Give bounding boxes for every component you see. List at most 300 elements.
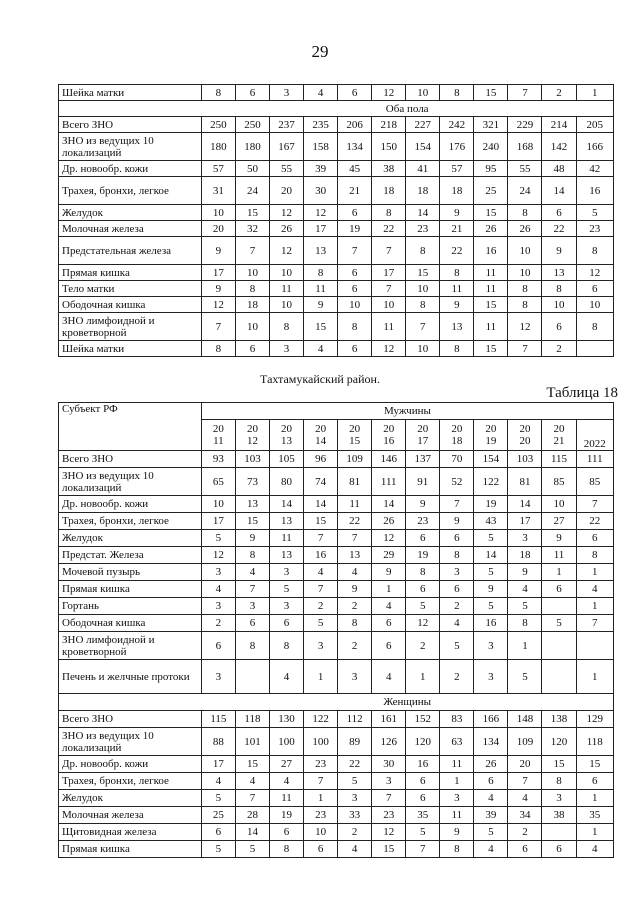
table-cell: 5 xyxy=(508,660,542,694)
table-row xyxy=(59,547,614,564)
year-header xyxy=(201,420,235,451)
table-cell: 5 xyxy=(201,530,235,547)
table-cell: 3 xyxy=(269,85,303,101)
table-cell: 237 xyxy=(269,117,303,133)
table-cell: 9 xyxy=(440,205,474,221)
table-cell: 55 xyxy=(269,161,303,177)
row-label: Шейка матки xyxy=(59,85,202,101)
table-row xyxy=(59,756,614,773)
table-cell: 8 xyxy=(576,237,613,265)
table-cell: 7 xyxy=(372,790,406,807)
year-bottom: 21 xyxy=(553,435,565,447)
row-label: Др. новообр. кожи xyxy=(59,756,202,773)
table-cell: 115 xyxy=(201,711,235,728)
table-cell: 129 xyxy=(576,711,613,728)
table-cell: 85 xyxy=(576,468,613,496)
row-label: Желудок xyxy=(59,205,202,221)
table-cell: 11 xyxy=(474,313,508,341)
table-row xyxy=(59,581,614,598)
year-header xyxy=(474,420,508,451)
table-cell: 218 xyxy=(372,117,406,133)
table-cell: 8 xyxy=(304,265,338,281)
table-cell: 20 xyxy=(269,177,303,205)
table-cell: 8 xyxy=(440,341,474,357)
table-cell: 16 xyxy=(304,547,338,564)
table-cell: 4 xyxy=(304,564,338,581)
table-cell: 11 xyxy=(440,281,474,297)
table-cell: 112 xyxy=(338,711,372,728)
table-cell: 154 xyxy=(474,451,508,468)
table-row xyxy=(59,598,614,615)
year-bottom: 12 xyxy=(246,435,258,447)
table-cell: 55 xyxy=(508,161,542,177)
table-cell: 8 xyxy=(269,313,303,341)
table-row xyxy=(59,237,614,265)
table-cell: 7 xyxy=(201,313,235,341)
table-cell: 15 xyxy=(474,85,508,101)
table-cell: 81 xyxy=(508,468,542,496)
table-cell: 14 xyxy=(372,496,406,513)
table-cell: 10 xyxy=(235,313,269,341)
table-cell: 229 xyxy=(508,117,542,133)
table-cell: 1 xyxy=(576,564,613,581)
table-cell: 38 xyxy=(372,161,406,177)
table-cell: 10 xyxy=(304,824,338,841)
year-top: 20 xyxy=(281,423,293,435)
table-row xyxy=(59,117,614,133)
table-cell: 6 xyxy=(372,615,406,632)
row-label: Молочная железа xyxy=(59,221,202,237)
table-cell: 6 xyxy=(338,205,372,221)
table-cell: 6 xyxy=(269,615,303,632)
year-bottom: 13 xyxy=(281,435,293,447)
table-cell: 33 xyxy=(338,807,372,824)
table-cell: 23 xyxy=(372,807,406,824)
table-row xyxy=(59,451,614,468)
table-cell: 180 xyxy=(201,133,235,161)
table-cell: 22 xyxy=(440,237,474,265)
table-cell: 6 xyxy=(269,824,303,841)
table-cell: 12 xyxy=(372,341,406,357)
row-label: Всего ЗНО xyxy=(59,451,202,468)
row-label: Трахея, бронхи, легкое xyxy=(59,177,202,205)
page-number: 29 xyxy=(311,42,329,61)
section-row xyxy=(59,694,614,711)
table-cell: 11 xyxy=(440,756,474,773)
table-cell: 3 xyxy=(338,790,372,807)
table-cell: 5 xyxy=(474,564,508,581)
table-cell: 25 xyxy=(474,177,508,205)
table-cell: 21 xyxy=(440,221,474,237)
table-cell: 2 xyxy=(542,85,576,101)
table-cell: 45 xyxy=(338,161,372,177)
table-cell: 11 xyxy=(372,313,406,341)
year-header xyxy=(576,420,613,451)
table-cell: 12 xyxy=(269,205,303,221)
year-header xyxy=(440,420,474,451)
table-cell: 4 xyxy=(508,790,542,807)
row-label: Молочная железа xyxy=(59,807,202,824)
table-cell: 167 xyxy=(269,133,303,161)
table-cell: 5 xyxy=(201,841,235,858)
table-cell: 10 xyxy=(508,265,542,281)
table-cell: 101 xyxy=(235,728,269,756)
table-cell: 214 xyxy=(542,117,576,133)
table-cell: 18 xyxy=(406,177,440,205)
subject-header: Субъект РФ xyxy=(59,403,202,451)
table-cell: 8 xyxy=(406,297,440,313)
row-label: Печень и желчные протоки xyxy=(59,660,202,694)
table-cell: 8 xyxy=(406,237,440,265)
table-cell: 20 xyxy=(508,756,542,773)
table-cell: 115 xyxy=(542,451,576,468)
year-top: 20 xyxy=(485,423,497,435)
table-cell xyxy=(542,824,576,841)
table-cell: 10 xyxy=(406,341,440,357)
table-cell: 50 xyxy=(235,161,269,177)
table-cell: 43 xyxy=(474,513,508,530)
table-cell: 10 xyxy=(235,265,269,281)
row-label: ЗНО из ведущих 10 локализаций xyxy=(59,468,202,496)
table-cell: 7 xyxy=(508,85,542,101)
table-cell: 4 xyxy=(269,773,303,790)
table-cell xyxy=(576,632,613,660)
table-cell: 95 xyxy=(474,161,508,177)
table-cell: 4 xyxy=(304,85,338,101)
table-cell: 1 xyxy=(372,581,406,598)
table-cell: 21 xyxy=(338,177,372,205)
table-cell: 19 xyxy=(474,496,508,513)
table-cell: 152 xyxy=(406,711,440,728)
table-cell: 8 xyxy=(508,281,542,297)
table-row xyxy=(59,807,614,824)
table-cell: 7 xyxy=(406,841,440,858)
table-cell: 35 xyxy=(406,807,440,824)
header-row xyxy=(59,403,614,420)
table-cell: 18 xyxy=(235,297,269,313)
table-cell: 3 xyxy=(372,773,406,790)
table-cell: 6 xyxy=(372,632,406,660)
table-cell: 1 xyxy=(508,632,542,660)
table-cell: 10 xyxy=(201,205,235,221)
year-top: 20 xyxy=(246,423,258,435)
table-cell: 103 xyxy=(235,451,269,468)
table-cell: 6 xyxy=(338,85,372,101)
table-cell: 5 xyxy=(406,824,440,841)
table-cell: 19 xyxy=(338,221,372,237)
table-cell: 6 xyxy=(542,841,576,858)
table-cell: 2 xyxy=(508,824,542,841)
table-cell: 25 xyxy=(201,807,235,824)
table-cell: 15 xyxy=(474,341,508,357)
table-cell: 23 xyxy=(406,513,440,530)
table-cell: 7 xyxy=(304,530,338,547)
table-cell: 8 xyxy=(440,85,474,101)
table-cell xyxy=(542,632,576,660)
table-cell: 100 xyxy=(269,728,303,756)
table-cell: 109 xyxy=(508,728,542,756)
table-cell: 4 xyxy=(201,581,235,598)
table-cell: 9 xyxy=(338,581,372,598)
table-cell: 39 xyxy=(304,161,338,177)
table-cell: 8 xyxy=(542,281,576,297)
year-header xyxy=(542,420,576,451)
men-header: Мужчины xyxy=(201,403,613,420)
table-cell: 85 xyxy=(542,468,576,496)
section-spacer xyxy=(59,101,202,117)
table-cell: 9 xyxy=(406,496,440,513)
table-cell: 11 xyxy=(304,281,338,297)
table-cell: 4 xyxy=(372,598,406,615)
table-cell: 8 xyxy=(542,773,576,790)
table-row xyxy=(59,161,614,177)
table-cell: 52 xyxy=(440,468,474,496)
table-cell: 3 xyxy=(440,564,474,581)
table-cell: 9 xyxy=(440,297,474,313)
table-cell: 19 xyxy=(269,807,303,824)
year-top: 20 xyxy=(417,423,429,435)
table-cell: 158 xyxy=(304,133,338,161)
table-cell: 70 xyxy=(440,451,474,468)
table-cell: 15 xyxy=(235,756,269,773)
table-cell: 1 xyxy=(440,773,474,790)
table-row xyxy=(59,341,614,357)
table-cell: 6 xyxy=(406,530,440,547)
row-label: Всего ЗНО xyxy=(59,711,202,728)
table-cell: 15 xyxy=(474,297,508,313)
table-cell: 9 xyxy=(201,237,235,265)
table-cell: 4 xyxy=(201,773,235,790)
table-cell: 10 xyxy=(542,297,576,313)
year-top: 20 xyxy=(315,423,327,435)
table-cell: 1 xyxy=(576,824,613,841)
row-label: Желудок xyxy=(59,530,202,547)
table-cell xyxy=(542,660,576,694)
table-cell: 120 xyxy=(542,728,576,756)
table-cell: 6 xyxy=(201,824,235,841)
table-cell: 22 xyxy=(542,221,576,237)
table-cell: 5 xyxy=(576,205,613,221)
table-cell: 27 xyxy=(542,513,576,530)
table-cell: 13 xyxy=(440,313,474,341)
table-cell: 205 xyxy=(576,117,613,133)
table-cell: 227 xyxy=(406,117,440,133)
table-cell: 11 xyxy=(338,496,372,513)
table-cell: 15 xyxy=(542,756,576,773)
year-bottom: 20 xyxy=(519,435,531,447)
table-cell: 8 xyxy=(576,313,613,341)
table-cell: 35 xyxy=(576,807,613,824)
table-cell: 12 xyxy=(372,824,406,841)
table-cell: 8 xyxy=(508,297,542,313)
table-cell: 6 xyxy=(406,790,440,807)
table-row xyxy=(59,265,614,281)
table-cell: 81 xyxy=(338,468,372,496)
table-cell: 6 xyxy=(576,530,613,547)
table-cell: 6 xyxy=(406,581,440,598)
table-cell: 13 xyxy=(235,496,269,513)
table-cell: 15 xyxy=(235,205,269,221)
table-cell: 15 xyxy=(235,513,269,530)
table-row xyxy=(59,513,614,530)
table-cell: 18 xyxy=(508,547,542,564)
table-cell: 14 xyxy=(508,496,542,513)
year-header xyxy=(372,420,406,451)
table-cell: 9 xyxy=(440,824,474,841)
table-cell: 1 xyxy=(576,598,613,615)
table-cell: 8 xyxy=(508,205,542,221)
table-row xyxy=(59,615,614,632)
year-top: 20 xyxy=(553,423,565,435)
table-cell: 176 xyxy=(440,133,474,161)
table-cell: 10 xyxy=(406,281,440,297)
table-cell: 10 xyxy=(269,297,303,313)
table-cell: 12 xyxy=(201,547,235,564)
table-cell: 161 xyxy=(372,711,406,728)
table-cell: 7 xyxy=(338,530,372,547)
row-label: Тело матки xyxy=(59,281,202,297)
table-cell: 8 xyxy=(338,313,372,341)
table-cell: 23 xyxy=(576,221,613,237)
table-cell: 39 xyxy=(474,807,508,824)
table-cell: 15 xyxy=(474,205,508,221)
year-header xyxy=(338,420,372,451)
table-cell: 4 xyxy=(474,790,508,807)
year-bottom: 16 xyxy=(383,435,395,447)
table-label: Таблица 18 xyxy=(546,385,618,401)
table-cell: 42 xyxy=(576,161,613,177)
table-cell: 4 xyxy=(576,841,613,858)
table-cell: 6 xyxy=(474,773,508,790)
table-district xyxy=(58,402,614,858)
table-cell: 8 xyxy=(201,85,235,101)
table-cell: 14 xyxy=(542,177,576,205)
table-cell: 130 xyxy=(269,711,303,728)
table-cell: 6 xyxy=(304,841,338,858)
section-row xyxy=(59,101,614,117)
year-bottom: 14 xyxy=(315,435,327,447)
table-cell: 6 xyxy=(440,530,474,547)
table-cell: 8 xyxy=(269,632,303,660)
table-cell: 13 xyxy=(269,547,303,564)
table-cell: 8 xyxy=(440,841,474,858)
table-cell: 2 xyxy=(338,598,372,615)
table-cell: 17 xyxy=(201,756,235,773)
table-cell: 22 xyxy=(372,221,406,237)
table-cell: 30 xyxy=(304,177,338,205)
table-cell: 5 xyxy=(508,598,542,615)
table-row xyxy=(59,660,614,694)
table-cell: 12 xyxy=(201,297,235,313)
table-cell: 4 xyxy=(269,660,303,694)
table-cell: 10 xyxy=(508,237,542,265)
table-cell: 10 xyxy=(372,297,406,313)
table-cell: 6 xyxy=(542,205,576,221)
table-cell: 7 xyxy=(508,341,542,357)
table-cell: 11 xyxy=(269,790,303,807)
table-cell: 74 xyxy=(304,468,338,496)
table-row xyxy=(59,773,614,790)
table-cell: 100 xyxy=(304,728,338,756)
table-cell: 4 xyxy=(440,615,474,632)
table-cell: 32 xyxy=(235,221,269,237)
table-cell: 65 xyxy=(201,468,235,496)
table-cell: 14 xyxy=(474,547,508,564)
table-cell: 22 xyxy=(576,513,613,530)
table-cell: 242 xyxy=(440,117,474,133)
table-cell: 15 xyxy=(372,841,406,858)
table-cell: 3 xyxy=(269,341,303,357)
year-top: 20 xyxy=(451,423,463,435)
table-row xyxy=(59,728,614,756)
table-cell: 1 xyxy=(304,660,338,694)
table-cell: 105 xyxy=(269,451,303,468)
table-cell: 11 xyxy=(474,281,508,297)
table-cell: 6 xyxy=(235,341,269,357)
table-cell: 6 xyxy=(508,841,542,858)
table-cell: 8 xyxy=(372,205,406,221)
table-cell: 118 xyxy=(576,728,613,756)
table-cell: 38 xyxy=(542,807,576,824)
table-cell: 3 xyxy=(235,598,269,615)
table-cell: 3 xyxy=(338,660,372,694)
table-cell: 8 xyxy=(440,265,474,281)
table-cell: 12 xyxy=(372,530,406,547)
table-cell: 26 xyxy=(508,221,542,237)
table-cell xyxy=(235,660,269,694)
table-cell: 24 xyxy=(235,177,269,205)
year-header xyxy=(269,420,303,451)
table-cell: 10 xyxy=(542,496,576,513)
table-cell: 20 xyxy=(201,221,235,237)
table-cell: 5 xyxy=(304,615,338,632)
year-top: 20 xyxy=(212,423,224,435)
year-top: 20 xyxy=(349,423,361,435)
table-cell: 11 xyxy=(269,530,303,547)
table-cell: 29 xyxy=(372,547,406,564)
table-cell: 18 xyxy=(372,177,406,205)
table-row xyxy=(59,177,614,205)
table-cell: 137 xyxy=(406,451,440,468)
table-row xyxy=(59,468,614,496)
table-cell: 7 xyxy=(576,615,613,632)
table-cell: 134 xyxy=(338,133,372,161)
table-cell: 15 xyxy=(304,513,338,530)
row-label: Ободочная кишка xyxy=(59,615,202,632)
table-cell: 7 xyxy=(304,773,338,790)
table-row xyxy=(59,496,614,513)
row-label: Др. новообр. кожи xyxy=(59,496,202,513)
table-cell: 15 xyxy=(576,756,613,773)
table-cell: 1 xyxy=(304,790,338,807)
table-cell: 122 xyxy=(474,468,508,496)
table-cell: 1 xyxy=(576,660,613,694)
row-label: Шейка матки xyxy=(59,341,202,357)
table-cell: 12 xyxy=(372,85,406,101)
table-cell: 3 xyxy=(542,790,576,807)
table-cell: 7 xyxy=(235,790,269,807)
table-row xyxy=(59,313,614,341)
table-cell: 17 xyxy=(201,513,235,530)
table-cell: 206 xyxy=(338,117,372,133)
table-cell: 83 xyxy=(440,711,474,728)
row-label: Гортань xyxy=(59,598,202,615)
table-row xyxy=(59,824,614,841)
table-cell: 4 xyxy=(338,564,372,581)
row-label: Предстательная железа xyxy=(59,237,202,265)
table-cell: 4 xyxy=(474,841,508,858)
row-label: Ободочная кишка xyxy=(59,297,202,313)
